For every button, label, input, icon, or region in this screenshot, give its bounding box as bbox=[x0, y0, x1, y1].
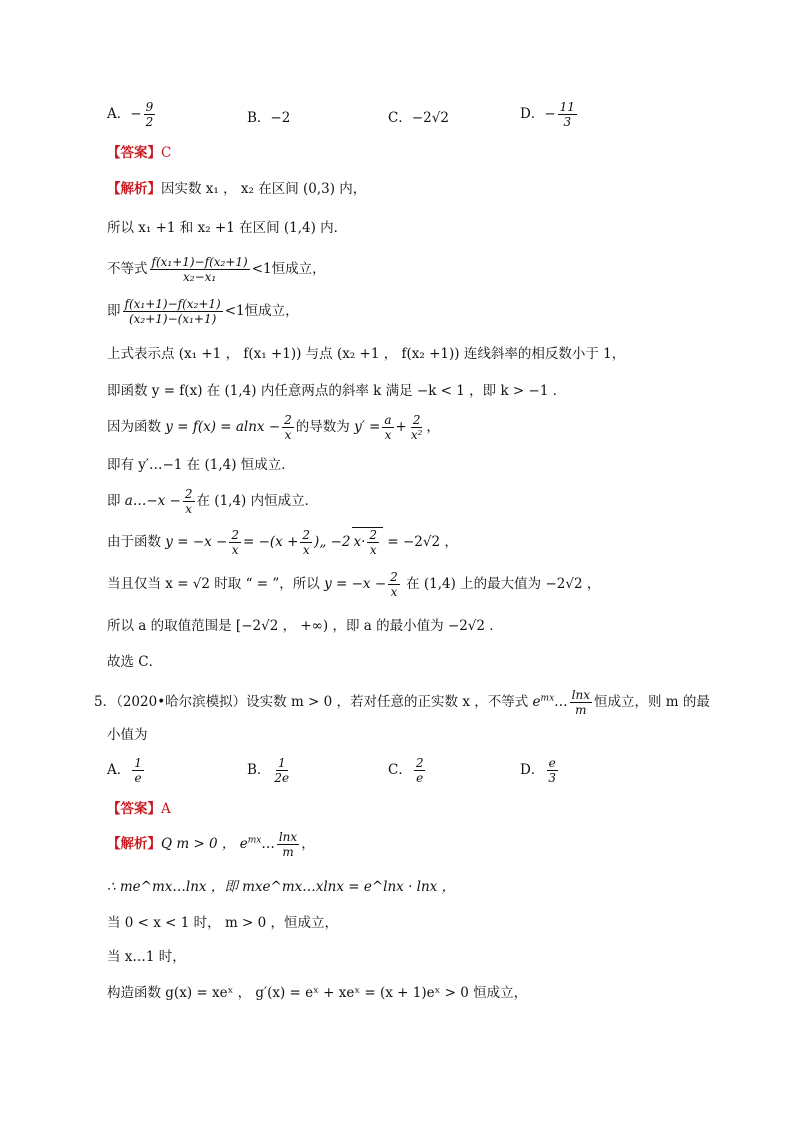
q5-stem-line-2: 小值为 bbox=[107, 727, 148, 743]
q5-option-b: B． $\frac{1}{2e}$ bbox=[247, 756, 290, 785]
q4-analysis-line-9: 即 a…−x − $\frac{2}{x}$ 在 (1,4) 内恒成立． bbox=[107, 487, 319, 516]
q4-analysis-line-7: 因为函数 y = f(x) = alnx − $\frac{2}{x}$ 的导数为 y′ = $\frac{a}{x}$ + $\frac{2}{\text{x²}}$ ， bbox=[107, 413, 440, 442]
q5-analysis-line-1: 【解析】Q m > 0 ， $e^{mx}\dots$ $\frac{\ln x}{m}$ ， bbox=[107, 830, 315, 859]
q5-analysis-line-2: ∴ me^mx…lnx ，即 mxe^mx…xlnx = e^lnx · lnx ， bbox=[107, 879, 456, 895]
q4-analysis-line-13: 故选 C． bbox=[107, 654, 163, 670]
q5-answer: 【答案】A bbox=[107, 801, 171, 817]
q4-analysis-line-10: 由于函数 y = −x − $\frac{2}{x}$ = −(x + $\frac{2}{x}$ )„ −2 x· $\frac{2}{x}$ = −2√2 ， bbox=[107, 528, 458, 557]
q4-option-c: C．−2√2 bbox=[388, 110, 449, 126]
q4-analysis-line-3: 不等式 $\frac{\text{f(x₁+1)−f(x₂+1)}}{\text{x₂−x₁}}$ <1恒成立， bbox=[107, 255, 326, 284]
q5-analysis-line-3: 当 0 < x < 1 时， m > 0 ，恒成立， bbox=[107, 915, 339, 931]
q5-analysis-line-5: 构造函数 g(x) = xeˣ ， g′(x) = eˣ + xeˣ = (x + 1)eˣ > 0 恒成立， bbox=[107, 985, 528, 1001]
q4-option-d: D．− $\frac{11}{3}$ bbox=[520, 100, 575, 129]
q4-analysis-line-1: 【解析】因实数 x₁ ， x₂ 在区间 (0,3) 内， bbox=[107, 181, 367, 197]
q4-analysis-line-2: 所以 x₁ +1 和 x₂ +1 在区间 (1,4) 内． bbox=[107, 220, 348, 236]
q4-analysis-line-5: 上式表示点 (x₁ +1 ， f(x₁ +1)) 与点 (x₂ +1 ， f(x₂ +1)) 连线斜率的相反数小于 1， bbox=[107, 346, 626, 362]
q4-analysis-line-12: 所以 a 的取值范围是 [−2√2 ， +∞) ，即 a 的最小值为 −2√2 ． bbox=[107, 618, 503, 634]
q5-option-a: A． $\frac{1}{e}$ bbox=[107, 756, 142, 785]
q5-analysis-line-4: 当 x…1 时， bbox=[107, 949, 186, 965]
q5-option-c: C． $\frac{2}{e}$ bbox=[388, 756, 424, 785]
q4-option-b: B．−2 bbox=[247, 110, 291, 126]
q5-option-d: D． $\frac{e}{3}$ bbox=[520, 756, 556, 785]
q4-analysis-line-4: 即 $\frac{\text{f(x₁+1)−f(x₂+1)}}{\text{(x₂+1)−(x₁+1)}}$ <1恒成立， bbox=[107, 297, 299, 326]
q4-answer: 【答案】C bbox=[107, 145, 172, 161]
q5-stem: 5．（2020•哈尔滨模拟）设实数 m > 0 ，若对任意的正实数 x ，不等式 $e^{mx}\dots$ $\frac{\ln x}{m}$ 恒成立，则 m 的最 bbox=[94, 688, 710, 717]
q4-analysis-line-8: 即有 y′…−1 在 (1,4) 恒成立． bbox=[107, 457, 295, 473]
q4-option-a: A．− $\frac{9}{2}$ bbox=[107, 100, 154, 129]
q4-analysis-line-11: 当且仅当 x = √2 时取 “ = ”，所以 y = −x − $\frac{2}{x}$ 在 (1,4) 上的最大值为 −2√2 ， bbox=[107, 570, 601, 599]
q4-analysis-line-6: 即函数 y = f(x) 在 (1,4) 内任意两点的斜率 k 满足 −k < 1 ，即 k > −1 ． bbox=[107, 383, 567, 399]
